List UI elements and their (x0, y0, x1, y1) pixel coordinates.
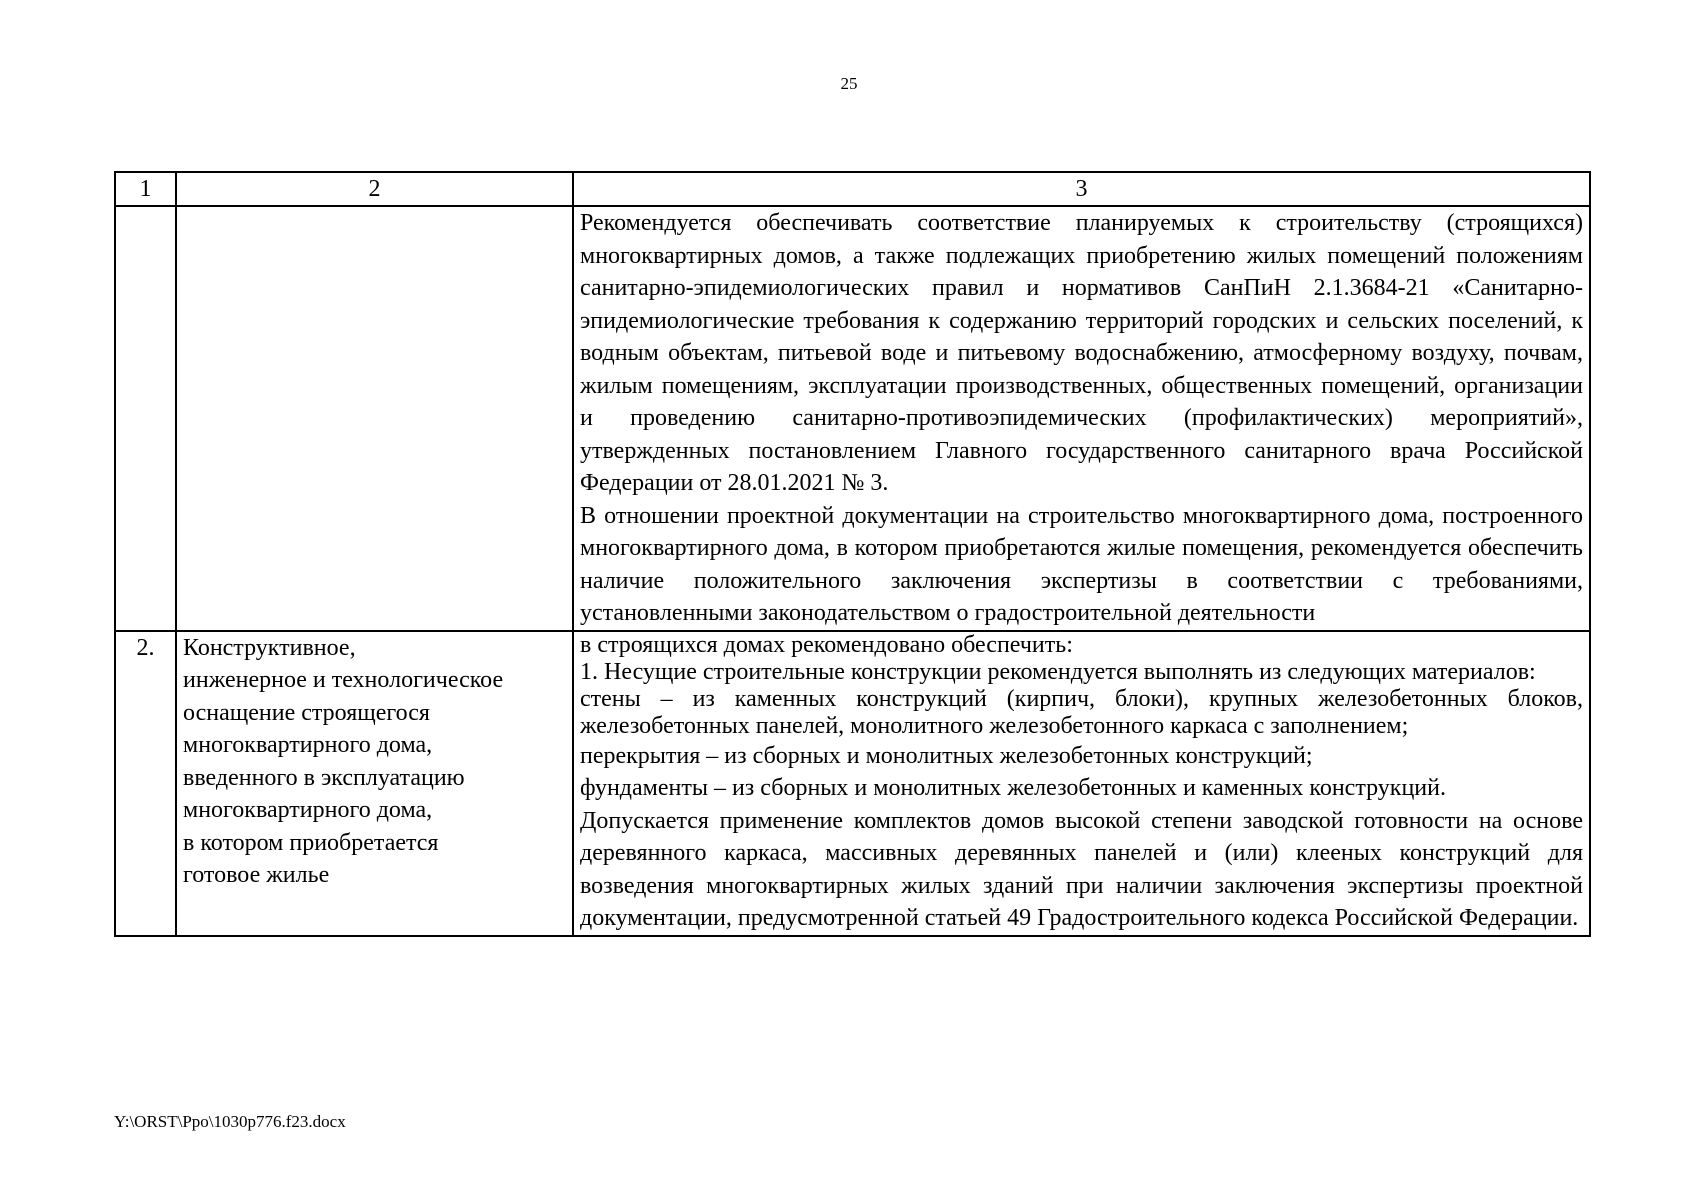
content-paragraph: 1. Несущие строительные конструкции рекомендуется выполнять из следующих материалов: (580, 658, 1536, 685)
row-title-line: оснащение строящегося (183, 699, 430, 726)
content-paragraph: В отношении проектной документации на строительство многоквартирного дома, построенного многоквартирного дома, в котором приобретаются жилые помещения, рекомендуется обеспечить наличие положительного заключения экспертизы в соответствии с требованиями, установленными законодательством о градостроительной деятельности (580, 502, 1583, 626)
row-title-line: Конструктивное, (183, 634, 356, 661)
requirements-table (114, 171, 1591, 937)
row-number: 2. (115, 631, 176, 936)
row-content (573, 631, 1590, 936)
content-paragraph: перекрытия – из сборных и монолитных железобетонных конструкций; (580, 742, 1313, 769)
row-number (115, 206, 176, 631)
column-header-2: 2 (176, 172, 573, 206)
content-paragraph: в строящихся домах рекомендовано обеспечить: (580, 631, 1073, 658)
content-paragraph: Допускается применение комплектов домов высокой степени заводской готовности на основе деревянного каркаса, массивных деревянных панелей и (или) клееных конструкций для возведения многоквартирных жилых зданий при наличии заключения экспертизы проектной документации, предусмотренной статьей 49 Градостроительного кодекса Российской Федерации. (580, 807, 1583, 931)
row-title-line: многоквартирного дома, (183, 797, 433, 823)
row-title-line: многоквартирного дома, (183, 732, 433, 758)
content-paragraph: стены – из каменных конструкций (кирпич, блоки), крупных железобетонных блоков, железобетонных панелей, монолитного железобетонного каркаса с заполнением; (580, 685, 1583, 739)
row-content (573, 206, 1590, 631)
content-paragraph: Рекомендуется обеспечивать соответствие планируемых к строительству (строящихся) многоквартирных домов, а также подлежащих приобретению жилых помещений положениям санитарно-эпидемиологических правил и нормативов СанПиН 2.1.3684-21 «Санитарно-эпидемиологические требования к содержанию территорий городских и сельских поселений, к водным объектам, питьевой воде и питьевому водоснабжению, атмосферному воздуху, почвам, жилым помещениям, эксплуатации производственных, общественных помещений, организации и проведению санитарно-противоэпидемических (профилактических) мероприятий», утвержденных постановлением Главного государственного санитарного врача Российской Федерации от 28.01.2021 № 3. (580, 210, 1583, 496)
page-number: 25 (840, 74, 858, 93)
row-title-line: готовое жилье (183, 862, 330, 888)
column-header-3: 3 (573, 172, 1590, 206)
row-title-line: введенного в эксплуатацию (183, 764, 465, 791)
row-title-line: инженерное и технологическое (183, 667, 504, 693)
row-title-line: в котором приобретается (183, 829, 439, 856)
table-header-row (115, 172, 1590, 206)
content-paragraph: фундаменты – из сборных и монолитных железобетонных и каменных конструкций. (580, 775, 1446, 801)
row-title (176, 206, 573, 631)
table-row (115, 631, 1590, 936)
column-header-1: 1 (115, 172, 176, 206)
file-path: Y:\ORST\Ppo\1030p776.f23.docx (114, 1112, 346, 1131)
row-title (176, 631, 573, 936)
table-row (115, 206, 1590, 631)
